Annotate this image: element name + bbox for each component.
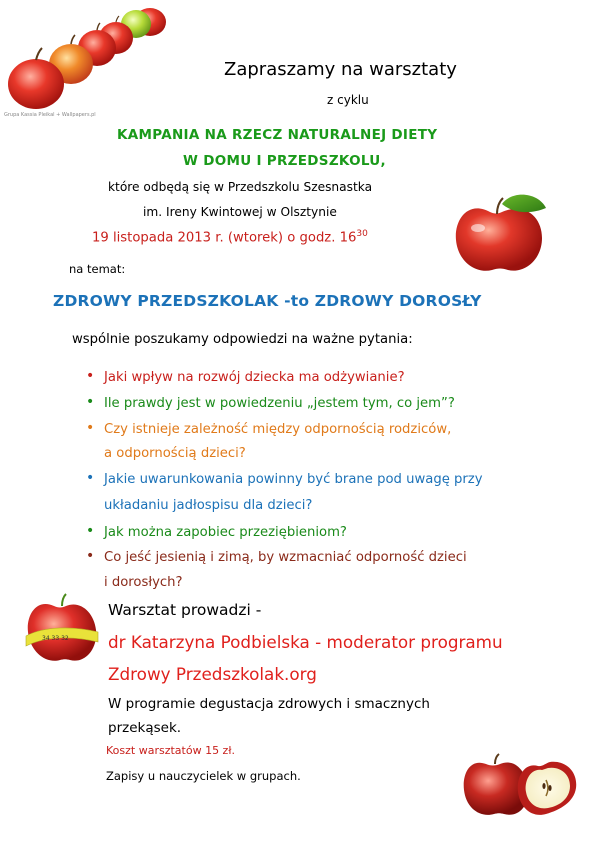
signup-info: Zapisy u nauczycielek w grupach. (106, 769, 301, 783)
question-3-line1: Czy istnieje zależność między odpornością rodziców, (104, 422, 452, 437)
svg-text:34 33 32: 34 33 32 (42, 635, 69, 642)
tasting-info-line1: W programie degustacja zdrowych i smacznych (108, 696, 430, 712)
event-date: 19 listopada 2013 r. (wtorek) o godz. $16^{30}$ (92, 229, 368, 246)
series-label: z cyklu (327, 93, 369, 107)
bullet-icon: • (86, 420, 95, 436)
bullet-icon: • (86, 368, 95, 384)
bullet-icon: • (86, 470, 95, 486)
venue-line1: które odbędą się w Przedszkolu Szesnastka (108, 180, 373, 194)
bullet-icon: • (86, 523, 95, 539)
question-5: Jak można zapobiec przeziębieniom? (104, 525, 347, 540)
workshop-lead-label: Warsztat prowadzi - (108, 601, 262, 619)
workshop-lead-name: dr Katarzyna Podbielska - moderator programu (108, 632, 503, 652)
program-name: Zdrowy Przedszkolak.org (108, 664, 317, 684)
question-6-line1: Co jeść jesienią i zimą, by wzmacniać odporność dzieci (104, 550, 467, 565)
question-3-line2: a odpornością dzieci? (104, 446, 246, 461)
question-4-line1: Jakie uwarunkowania powinny być brane pod uwagę przy (104, 472, 483, 487)
bullet-icon: • (86, 548, 95, 564)
venue-line2: im. Ireny Kwintowej w Olsztynie (143, 205, 337, 219)
workshop-topic: ZDROWY PRZEDSZKOLAK -to ZDROWY DOROSŁY (53, 292, 482, 310)
question-2: Ile prawdy jest w powiedzeniu „jestem tym, co jem”? (104, 396, 455, 411)
tasting-info-line2: przekąsek. (108, 720, 182, 736)
apples-row-image (0, 0, 190, 120)
image-watermark: Grupa Kassia Pleikal + Wallpapers.pl (4, 112, 96, 118)
campaign-title-line2: W DOMU I PRZEDSZKOLU, (183, 153, 386, 169)
topic-label: na temat: (69, 262, 126, 276)
question-1: Jaki wpływ na rozwój dziecka ma odżywianie? (104, 370, 405, 385)
bullet-icon: • (86, 394, 95, 410)
invitation-title: Zapraszamy na warsztaty (224, 59, 457, 80)
question-4-line2: układaniu jadłospisu dla dzieci? (104, 498, 313, 513)
workshop-cost: Koszt warsztatów 15 zł. (106, 744, 235, 757)
red-apple-image (450, 190, 550, 275)
questions-intro: wspólnie poszukamy odpowiedzi na ważne pytania: (72, 332, 413, 347)
apple-halves-image (462, 752, 584, 822)
question-6-line2: i dorosłych? (104, 575, 183, 590)
campaign-title-line1: KAMPANIA NA RZECZ NATURALNEJ DIETY (117, 127, 438, 143)
apple-measuring-tape-image (24, 592, 100, 668)
